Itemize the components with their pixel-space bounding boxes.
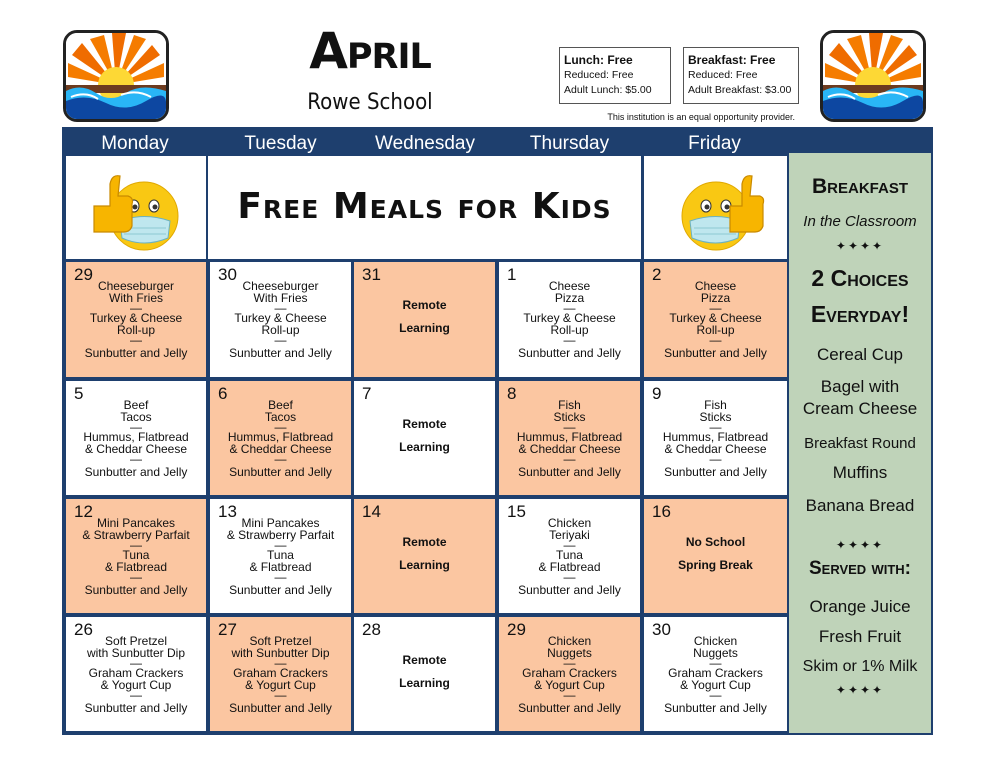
- day-cell: [210, 262, 351, 377]
- remote-learning-note: Remote Learning: [399, 535, 450, 572]
- day-cell: [499, 499, 640, 613]
- day-number: 29: [507, 620, 526, 639]
- day-number: 15: [507, 502, 526, 521]
- day-menu: Chicken Teriyaki — Tuna & Flatbread — Sunbutter and Jelly: [518, 516, 621, 597]
- breakfast-sidebar: [789, 153, 931, 733]
- free-meals-banner: [208, 156, 641, 259]
- drink-item: Fresh Fruit: [818, 627, 902, 646]
- day-header-monday: Monday: [101, 133, 169, 154]
- banner-title: Free Meals for Kids: [237, 186, 612, 227]
- day-number: 9: [652, 384, 662, 403]
- breakfast-item: Bagel with: [820, 377, 900, 396]
- school-name: Rowe School: [307, 90, 433, 115]
- day-menu: Chicken Nuggets — Graham Crackers & Yogurt Cup — Sunbutter and Jelly: [518, 634, 621, 715]
- day-menu: Cheese Pizza — Turkey & Cheese Roll-up — Sunbutter and Jelly: [518, 279, 621, 360]
- equal-opportunity-note: This institution is an equal opportunity provider.: [607, 112, 795, 122]
- day-cell: [210, 381, 351, 495]
- day-cell: [354, 262, 495, 377]
- day-cell: [354, 381, 495, 495]
- breakfast-adult: Adult Breakfast: $3.00: [688, 84, 792, 96]
- sunset-logo-left: [63, 30, 169, 122]
- day-cell: [66, 499, 206, 613]
- breakfast-item: Cereal Cup: [817, 345, 903, 364]
- in-classroom-text: In the Classroom: [803, 213, 917, 230]
- day-number: 16: [652, 502, 671, 521]
- month-title: April: [309, 22, 431, 80]
- breakfast-reduced: Reduced: Free: [688, 69, 758, 81]
- remote-learning-note: Remote Learning: [399, 417, 450, 454]
- day-number: 2: [652, 265, 662, 284]
- day-number: 8: [507, 384, 517, 403]
- banner-emoji-cell-right: [644, 156, 787, 259]
- day-cell: [210, 617, 351, 731]
- breakfast-heading: Breakfast: [811, 175, 908, 198]
- day-number: 14: [362, 502, 381, 521]
- day-menu: Mini Pancakes & Strawberry Parfait — Tuna & Flatbread — Sunbutter and Jelly: [82, 516, 190, 597]
- day-cell: [644, 381, 787, 495]
- day-header-friday: Friday: [688, 133, 741, 154]
- day-cell: [354, 617, 495, 731]
- day-number: 13: [218, 502, 237, 521]
- day-menu: Chicken Nuggets — Graham Crackers & Yogurt Cup — Sunbutter and Jelly: [664, 634, 767, 715]
- banner-emoji-cell-left: [66, 156, 206, 259]
- day-number: 28: [362, 620, 381, 639]
- remote-learning-note: Remote Learning: [399, 298, 450, 335]
- day-number: 30: [652, 620, 671, 639]
- day-menu: Beef Tacos — Hummus, Flatbread & Cheddar Cheese — Sunbutter and Jelly: [227, 398, 334, 479]
- day-menu: Beef Tacos — Hummus, Flatbread & Cheddar Cheese — Sunbutter and Jelly: [83, 398, 189, 479]
- lunch-price-box: [559, 47, 671, 104]
- day-number: 27: [218, 620, 237, 639]
- day-menu: Cheeseburger With Fries — Turkey & Cheese Roll-up — Sunbutter and Jelly: [84, 279, 188, 360]
- breakfast-title: Breakfast: Free: [688, 53, 776, 67]
- day-cell: [644, 262, 787, 377]
- remote-learning-note: Remote Learning: [399, 653, 450, 690]
- day-number: 7: [362, 384, 372, 403]
- diamond-divider: ✦✦✦✦: [835, 239, 885, 253]
- day-menu: Cheese Pizza — Turkey & Cheese Roll-up — Sunbutter and Jelly: [664, 279, 767, 360]
- day-number: 6: [218, 384, 228, 403]
- day-cell: [499, 381, 640, 495]
- day-header-wednesday: Wednesday: [375, 133, 475, 154]
- day-header-tuesday: Tuesday: [244, 133, 317, 154]
- day-cell: [499, 617, 640, 731]
- two-choices-heading: 2 Choices: [811, 265, 909, 291]
- day-cell: [66, 262, 206, 377]
- day-header-thursday: Thursday: [529, 133, 610, 154]
- day-number: 31: [362, 265, 381, 284]
- lunch-adult: Adult Lunch: $5.00: [564, 84, 652, 96]
- day-number: 29: [74, 265, 93, 284]
- day-number: 26: [74, 620, 93, 639]
- drink-item: Skim or 1% Milk: [802, 658, 918, 675]
- day-menu: Fish Sticks — Hummus, Flatbread & Cheddar Cheese — Sunbutter and Jelly: [662, 398, 769, 479]
- drink-item: Orange Juice: [809, 597, 911, 616]
- lunch-reduced: Reduced: Free: [564, 69, 634, 81]
- day-cell: [644, 499, 787, 613]
- everyday-heading: Everyday!: [810, 301, 910, 327]
- breakfast-item: Banana Bread: [805, 496, 915, 515]
- lunch-title: Lunch: Free: [564, 53, 633, 67]
- sunset-logo-right: [820, 30, 926, 122]
- day-cell: [66, 617, 206, 731]
- day-number: 30: [218, 265, 237, 284]
- breakfast-item: Muffins: [832, 463, 888, 482]
- day-cell: [66, 381, 206, 495]
- menu-calendar: [62, 127, 933, 735]
- breakfast-price-box: [683, 47, 799, 104]
- diamond-divider: ✦✦✦✦: [835, 538, 885, 552]
- served-with-heading: Served with:: [808, 558, 912, 579]
- day-cell: [210, 499, 351, 613]
- day-number: 1: [507, 265, 517, 284]
- breakfast-item: Cream Cheese: [802, 399, 918, 418]
- day-menu: Soft Pretzel with Sunbutter Dip — Graham Crackers & Yogurt Cup — Sunbutter and Jelly: [84, 634, 188, 715]
- no-school-note: No School Spring Break: [678, 535, 753, 572]
- thumbs-up-mask-emoji-icon: [88, 166, 188, 254]
- day-number: 5: [74, 384, 84, 403]
- breakfast-item: Breakfast Round: [804, 435, 916, 452]
- day-cell: [499, 262, 640, 377]
- day-menu: Mini Pancakes & Strawberry Parfait — Tuna & Flatbread — Sunbutter and Jelly: [226, 516, 335, 597]
- day-number: 12: [74, 502, 93, 521]
- day-cell: [644, 617, 787, 731]
- day-cell: [354, 499, 495, 613]
- thumbs-up-mask-emoji-icon: [666, 166, 766, 254]
- day-menu: Fish Sticks — Hummus, Flatbread & Cheddar Cheese — Sunbutter and Jelly: [516, 398, 623, 479]
- day-menu: Cheeseburger With Fries — Turkey & Cheese Roll-up — Sunbutter and Jelly: [229, 279, 332, 360]
- diamond-divider: ✦✦✦✦: [835, 683, 885, 697]
- day-menu: Soft Pretzel with Sunbutter Dip — Graham Crackers & Yogurt Cup — Sunbutter and Jelly: [229, 634, 332, 715]
